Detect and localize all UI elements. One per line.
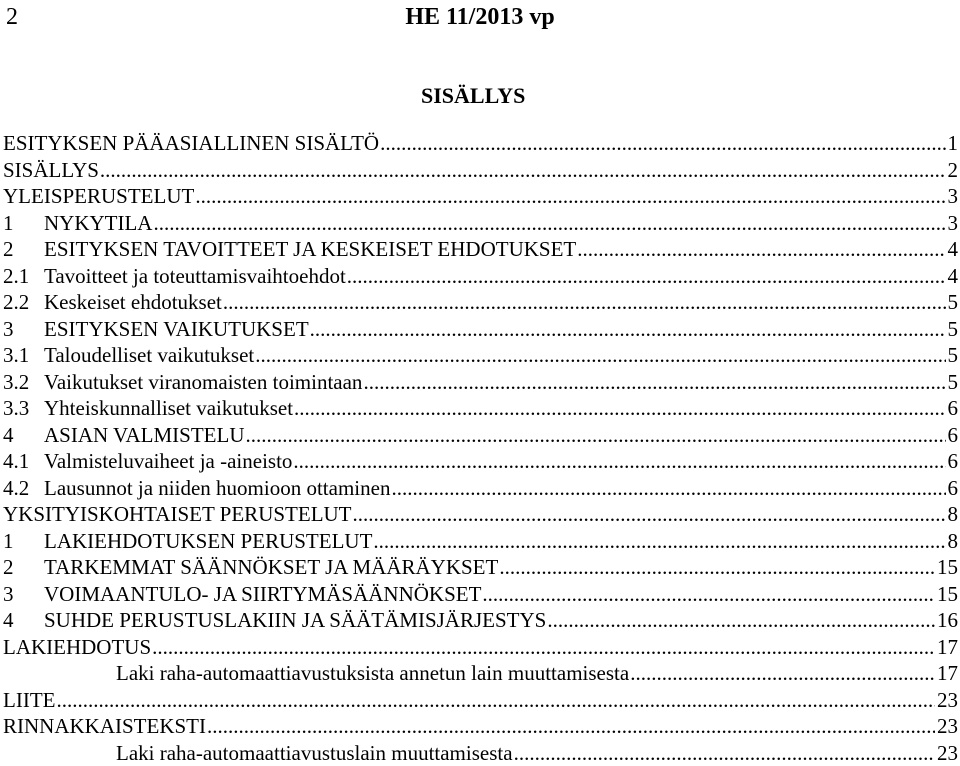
toc-entry-title: ESITYKSEN VAIKUTUKSET <box>44 316 309 342</box>
toc-entry[interactable] <box>0 157 960 184</box>
toc-entry-page: 6 <box>948 448 960 474</box>
toc-entry-page: 17 <box>937 660 960 686</box>
toc-entry-page: 5 <box>948 316 960 342</box>
toc-entry-title: YKSITYISKOHTAISET PERUSTELUT <box>3 501 352 527</box>
toc-entry-page: 6 <box>948 422 960 448</box>
toc-entry-number: 3.3 <box>3 395 44 421</box>
toc-entry-title: LIITE <box>3 687 55 713</box>
toc-entry-title: Taloudelliset vaikutukset <box>44 342 254 368</box>
toc-entry-number: 1 <box>3 210 44 236</box>
toc-entry[interactable] <box>0 475 960 502</box>
toc-entry[interactable] <box>0 713 960 740</box>
toc-entry-line <box>3 342 960 368</box>
dot-leader <box>547 607 935 633</box>
toc-entry[interactable] <box>0 528 960 555</box>
dot-leader <box>373 528 945 554</box>
toc-entry-number: 4.1 <box>3 448 44 474</box>
toc-entry-title: ESITYKSEN TAVOITTEET JA KESKEISET EHDOTUKSET <box>44 236 576 262</box>
toc-entry[interactable] <box>0 395 960 422</box>
toc-entry[interactable] <box>0 634 960 661</box>
toc-entry-number: 3 <box>3 581 44 607</box>
toc-entry-number: 4 <box>3 607 44 633</box>
toc-entry-page: 23 <box>937 740 960 766</box>
toc-entry-page: 2 <box>948 157 960 183</box>
toc-entry-page: 15 <box>937 581 960 607</box>
toc-entry[interactable] <box>0 501 960 528</box>
toc-entry-title: Keskeiset ehdotukset <box>44 289 222 315</box>
toc-entry-page: 5 <box>948 289 960 315</box>
toc-entry-page: 3 <box>948 210 960 236</box>
toc-entry[interactable] <box>0 130 960 157</box>
dot-leader <box>195 183 945 209</box>
toc-entry-title: Laki raha-automaattiavustuksista annetun lain muuttamisesta <box>116 660 629 686</box>
toc-entry-page: 17 <box>937 634 960 660</box>
toc-entry[interactable] <box>0 316 960 343</box>
toc-entry-line <box>3 289 960 315</box>
toc-entry-number: 2.2 <box>3 289 44 315</box>
dot-leader <box>514 740 935 766</box>
toc-entry-page: 23 <box>937 687 960 713</box>
toc-entry-page: 4 <box>948 236 960 262</box>
toc-entry-line <box>3 395 960 421</box>
toc-entry-line <box>3 687 960 713</box>
toc-entry-title: SISÄLLYS <box>3 157 99 183</box>
dot-leader <box>499 554 935 580</box>
document-id: HE 11/2013 vp <box>0 3 960 31</box>
toc-entry-title: ESITYKSEN PÄÄASIALLINEN SISÄLTÖ <box>3 130 379 156</box>
toc-entry[interactable] <box>0 581 960 608</box>
toc-entry-line <box>3 581 960 607</box>
toc-entry-number: 2.1 <box>3 263 44 289</box>
toc-entry-number: 1 <box>3 528 44 554</box>
toc-entry-line <box>3 183 960 209</box>
toc-entry-line <box>116 660 960 686</box>
toc-entry-line <box>3 263 960 289</box>
toc-entry-title: Laki raha-automaattiavustuslain muuttamisesta <box>116 740 513 766</box>
toc-entry[interactable] <box>0 660 960 687</box>
toc-entry[interactable] <box>0 448 960 475</box>
toc-entry[interactable] <box>0 369 960 396</box>
dot-leader <box>347 263 946 289</box>
toc-entry-page: 3 <box>948 183 960 209</box>
toc-entry[interactable] <box>0 607 960 634</box>
dot-leader <box>207 713 935 739</box>
toc-entry-line <box>3 607 960 633</box>
toc-entry-title: RINNAKKAISTEKSTI <box>3 713 206 739</box>
toc-entry-number: 3 <box>3 316 44 342</box>
dot-leader <box>152 634 935 660</box>
toc-entry-number: 3.1 <box>3 342 44 368</box>
dot-leader <box>577 236 945 262</box>
dot-leader <box>255 342 945 368</box>
toc-heading: SISÄLLYS <box>421 83 525 109</box>
toc-entry-title: VOIMAANTULO- JA SIIRTYMÄSÄÄNNÖKSET <box>44 581 481 607</box>
page-number: 2 <box>6 3 18 31</box>
toc-entry-page: 8 <box>948 528 960 554</box>
toc-entry-number: 4 <box>3 422 44 448</box>
toc-entry-line <box>3 448 960 474</box>
toc-entry-title: TARKEMMAT SÄÄNNÖKSET JA MÄÄRÄYKSET <box>44 554 498 580</box>
toc-entry[interactable] <box>0 422 960 449</box>
toc-entry-line <box>3 528 960 554</box>
toc-entry-title: Valmisteluvaiheet ja -aineisto <box>44 448 292 474</box>
dot-leader <box>380 130 945 156</box>
dot-leader <box>223 289 946 315</box>
toc-entry-line <box>3 422 960 448</box>
toc-entry-page: 8 <box>948 501 960 527</box>
toc-entry-line <box>3 713 960 739</box>
dot-leader <box>482 581 935 607</box>
toc-entry-page: 15 <box>937 554 960 580</box>
toc-entry-page: 1 <box>948 130 960 156</box>
toc-entry-line <box>3 369 960 395</box>
toc-entry-number: 4.2 <box>3 475 44 501</box>
toc-entry-line <box>3 501 960 527</box>
toc-entry-page: 4 <box>948 263 960 289</box>
toc-entry[interactable] <box>0 554 960 581</box>
toc-entry-page: 6 <box>948 395 960 421</box>
toc-entry-number: 2 <box>3 554 44 580</box>
toc-entry-title: SUHDE PERUSTUSLAKIIN JA SÄÄTÄMISJÄRJESTYS <box>44 607 546 633</box>
dot-leader <box>310 316 946 342</box>
dot-leader <box>363 369 945 395</box>
dot-leader <box>153 210 945 236</box>
toc-entry[interactable] <box>0 687 960 714</box>
toc-entry[interactable] <box>0 263 960 290</box>
toc-entry[interactable] <box>0 342 960 369</box>
dot-leader <box>245 422 945 448</box>
toc-entry-page: 6 <box>948 475 960 501</box>
toc-entry-line <box>3 634 960 660</box>
dot-leader <box>630 660 935 686</box>
toc-entry-title: LAKIEHDOTUKSEN PERUSTELUT <box>44 528 372 554</box>
toc-entry-title: LAKIEHDOTUS <box>3 634 151 660</box>
toc-entry-page: 23 <box>937 713 960 739</box>
toc-entry-line <box>3 554 960 580</box>
toc-entry-title: Yhteiskunnalliset vaikutukset <box>44 395 293 421</box>
toc-entry-page: 5 <box>948 369 960 395</box>
toc-entry-title: Tavoitteet ja toteuttamisvaihtoehdot <box>44 263 346 289</box>
toc-entry-page: 16 <box>937 607 960 633</box>
toc-entry[interactable] <box>0 289 960 316</box>
toc-entry-number: 3.2 <box>3 369 44 395</box>
toc-entry[interactable] <box>0 183 960 210</box>
toc-entry-number: 2 <box>3 236 44 262</box>
table-of-contents <box>0 130 960 766</box>
dot-leader <box>353 501 946 527</box>
dot-leader <box>293 448 945 474</box>
toc-entry-title: YLEISPERUSTELUT <box>3 183 194 209</box>
toc-entry-line <box>3 316 960 342</box>
toc-entry-line <box>3 157 960 183</box>
toc-entry-title: ASIAN VALMISTELU <box>44 422 244 448</box>
toc-entry-title: Vaikutukset viranomaisten toimintaan <box>44 369 362 395</box>
toc-entry-title: NYKYTILA <box>44 210 152 236</box>
toc-entry-line <box>116 740 960 766</box>
toc-entry-line <box>3 210 960 236</box>
dot-leader <box>294 395 945 421</box>
dot-leader <box>56 687 935 713</box>
toc-entry-line <box>3 475 960 501</box>
toc-entry-line <box>3 236 960 262</box>
toc-entry[interactable] <box>0 210 960 237</box>
toc-entry-title: Lausunnot ja niiden huomioon ottaminen <box>44 475 390 501</box>
dot-leader <box>100 157 946 183</box>
toc-entry[interactable] <box>0 740 960 766</box>
toc-entry-line <box>3 130 960 156</box>
toc-entry-page: 5 <box>948 342 960 368</box>
dot-leader <box>391 475 945 501</box>
toc-entry[interactable] <box>0 236 960 263</box>
